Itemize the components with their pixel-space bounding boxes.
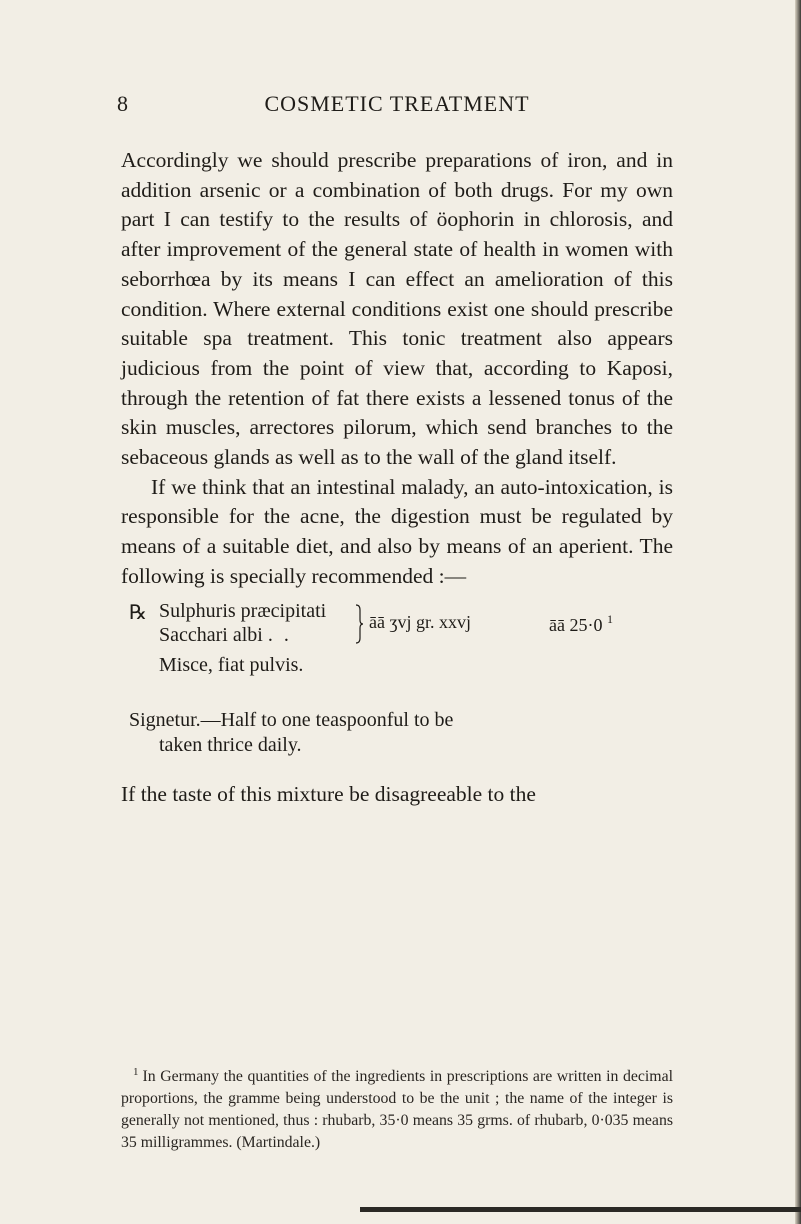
prescription-block [129, 600, 673, 712]
apothecary-quantity: āā ʒvj gr. xxvj [369, 611, 471, 632]
footnote-text: In Germany the quantities of the ingredients in prescriptions are written in decimal proportions, the gramme being understood to be the unit ; the name of the integer is generally not mentioned, thus : rhubarb, 35·0 means 35 grms. of rhubarb, 0·035 means 35 milligrammes. (Martindale.) [121, 1068, 673, 1151]
page-header [117, 91, 677, 121]
signetur-instruction [129, 708, 673, 758]
closing-line: If the taste of this mixture be disagreeable to the [121, 781, 536, 806]
footnote-reference: 1 [606, 611, 613, 626]
signetur-line-2: taken thrice daily. [159, 733, 302, 756]
leader-dots: . . [267, 623, 292, 646]
brace-icon [355, 604, 363, 644]
page-number: 8 [117, 91, 128, 116]
ingredient-sugar-name: Sacchari albi [159, 623, 263, 646]
page-body [121, 146, 673, 809]
footnote-marker: 1 [133, 1066, 139, 1078]
recipe-symbol: ℞ [129, 601, 147, 624]
mixing-instruction: Misce, fiat pulvis. [159, 653, 304, 676]
metric-quantity [549, 612, 613, 636]
metric-quantity-value: āā 25·0 [549, 614, 603, 635]
page-edge-shadow [795, 0, 801, 1224]
ingredient-sugar [159, 624, 292, 647]
running-head: COSMETIC TREATMENT [264, 91, 530, 116]
body-paragraph-2: If we think that an intestinal malady, an auto-intoxication, is responsible for the acne, the digestion must be regulated by means of a suitable diet, and also by means of an aperient. The following is specially recommended :— [121, 474, 673, 588]
ingredient-sulphur: Sulphuris præcipitati [159, 599, 327, 622]
footnote [121, 1061, 673, 1154]
page-bottom-edge [360, 1207, 801, 1212]
signetur-line-1: Signetur.—Half to one teaspoonful to be [129, 708, 454, 731]
body-paragraph-1: Accordingly we should prescribe preparations of iron, and in addition arsenic or a combination of both drugs. For my own part I can testify to the results of öophorin in chlorosis, and after improvement of the general state of health in women with seborrhœa by its means I can effect an amelioration of this condition. Where external conditions exist one should prescribe suitable spa treatment. This tonic treatment also appears judicious from the point of view that, according to Kaposi, through the retention of fat there exists a lessened tonus of the skin muscles, arrectores pilorum, which send branches to the sebaceous glands as well as to the wall of the gland itself. [121, 148, 673, 470]
